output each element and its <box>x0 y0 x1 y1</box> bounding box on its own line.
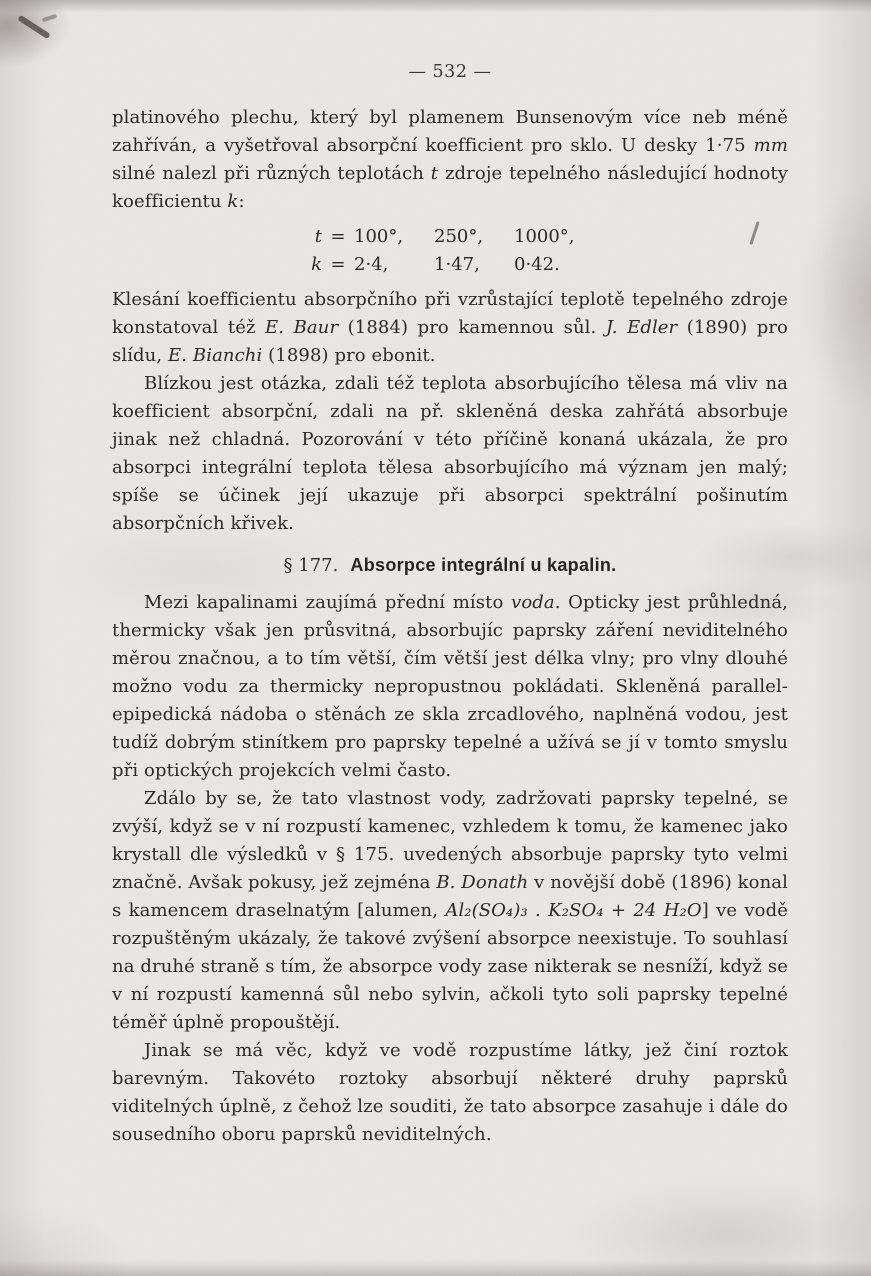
text-run-italic: k <box>227 191 239 212</box>
text-run: Zdálo by se, že tato vlastnost vody, zadržovati paprsky tepelné, se zvýší, když se v ní rozpustí kamenec, vzhledem k tomu, že kamenec jako krystall dle výsledků v § 175. uvedených absorbuje paprsky tyto velmi značně. Avšak pokusy, jež zejména <box>112 788 788 893</box>
text-run: (1884) pro kamennou sůl. <box>338 317 606 338</box>
paragraph-3 <box>112 370 788 538</box>
corner-pen-mark-small <box>42 14 58 22</box>
text-run: Klesání koefficientu absorpčního při vzrůstající teplotě tepelného zdroje konstatoval též <box>112 289 788 338</box>
paragraph-2 <box>112 286 788 370</box>
text-run: Mezi kapalinami zaujímá přední místo <box>144 592 512 613</box>
text-run: : <box>238 191 245 212</box>
paragraph-6 <box>112 1037 788 1149</box>
section-heading <box>112 555 788 576</box>
paragraph-5 <box>112 785 788 1037</box>
text-run: (1890) pro slídu, <box>112 317 788 366</box>
text-run: zdroje tepelného následující hodnoty koefficientu <box>112 163 789 212</box>
text-run-italic: mm <box>753 135 788 156</box>
equation-equals: = <box>330 254 346 275</box>
equation-value: 1·47, <box>434 254 480 275</box>
text-run-italic: t <box>430 163 439 184</box>
text-run: (1898) pro ebonit. <box>262 345 436 366</box>
section-number: § 177. <box>283 555 339 576</box>
equation-block <box>112 223 788 279</box>
equation-variable: t <box>314 226 322 247</box>
paragraph-1 <box>112 104 788 216</box>
equation-value: 1000°, <box>514 226 575 247</box>
text-run: Blízkou jest otázka, zdali též teplota absorbujícího tělesa má vliv na koefficient absorpční, zdali na př. skleněná deska zahřátá absorbuje jinak než chladná. Pozorování v této příčině konaná ukázala, že pro absorpci integrální teplota tělesa absorbujícího má význam jen malý; spíše se účinek její ukazuje při absorpci spektrální pošinutím absorpčních křivek. <box>112 373 788 534</box>
text-run: v novější době (1896) konal s kamencem draselnatým [alumen, <box>112 872 788 921</box>
text-run-italic: voda <box>511 592 555 613</box>
equation-value: 100°, <box>354 226 404 247</box>
equation-equals: = <box>330 226 346 247</box>
text-run: ] ve vodě rozpuštěným ukázaly, že takové zvýšení absorpce neexistuje. To souhlasí na druhé straně s tím, že absorpce vody zase nikterak se nesníží, když se v ní rozpustí kamenná sůl nebo sylvin, ačkoli tyto soli paprsky tepelné téměř úplně propouštějí. <box>112 900 788 1033</box>
text-run-italic: J. Edler <box>605 317 678 338</box>
text-run: platinového plechu, který byl plamenem Bunsenovým více neb méně zahříván, a vyšetřoval absorpční koefficient pro sklo. U desky 1·75 <box>112 107 788 156</box>
equation-row <box>308 251 788 279</box>
page-number: — 532 — <box>408 62 492 82</box>
text-run-italic: B. Donath <box>436 872 529 893</box>
text-run-italic: Al₂(SO₄)₃ . K₂SO₄ + 24 H₂O <box>445 900 702 921</box>
text-block <box>112 62 788 1149</box>
paragraph-4 <box>112 589 788 785</box>
text-run: . Opticky jest průhledná, thermicky však jen průsvitná, absorbujíc paprsky záření neviditelného měrou značnou, a to tím větší, čím větší jest délka vlny; pro vlny dlouhé možno vodu za thermicky nepropustnou pokládati. Skleněná parallel-epipedická nádoba o stěnách ze skla zrcadlového, naplněná vodou, jest tudíž dobrým stinítkem pro paprsky tepelné a užívá se jí v tomto smyslu při optických projekcích velmi často. <box>112 592 788 781</box>
equation-value: 2·4, <box>354 254 389 275</box>
section-title: Absorpce integrální u kapalin. <box>350 555 617 575</box>
text-run: silné nalezl při různých teplotách <box>112 163 431 184</box>
text-run-italic: E. Baur <box>265 317 339 338</box>
equation-value: 0·42. <box>514 254 560 275</box>
equation-row <box>308 223 788 251</box>
text-run-italic: E. Bianchi <box>168 345 263 366</box>
equation-value: 250°, <box>434 226 484 247</box>
text-run: Jinak se má věc, když ve vodě rozpustíme látky, jež činí roztok barevným. Takovéto roztoky absorbují některé druhy paprsků viditelných úplně, z čehož lze souditi, že tato absorpce zasahuje i dále do sousedního oboru paprsků neviditelných. <box>112 1040 788 1145</box>
equation-variable: k <box>311 254 322 275</box>
